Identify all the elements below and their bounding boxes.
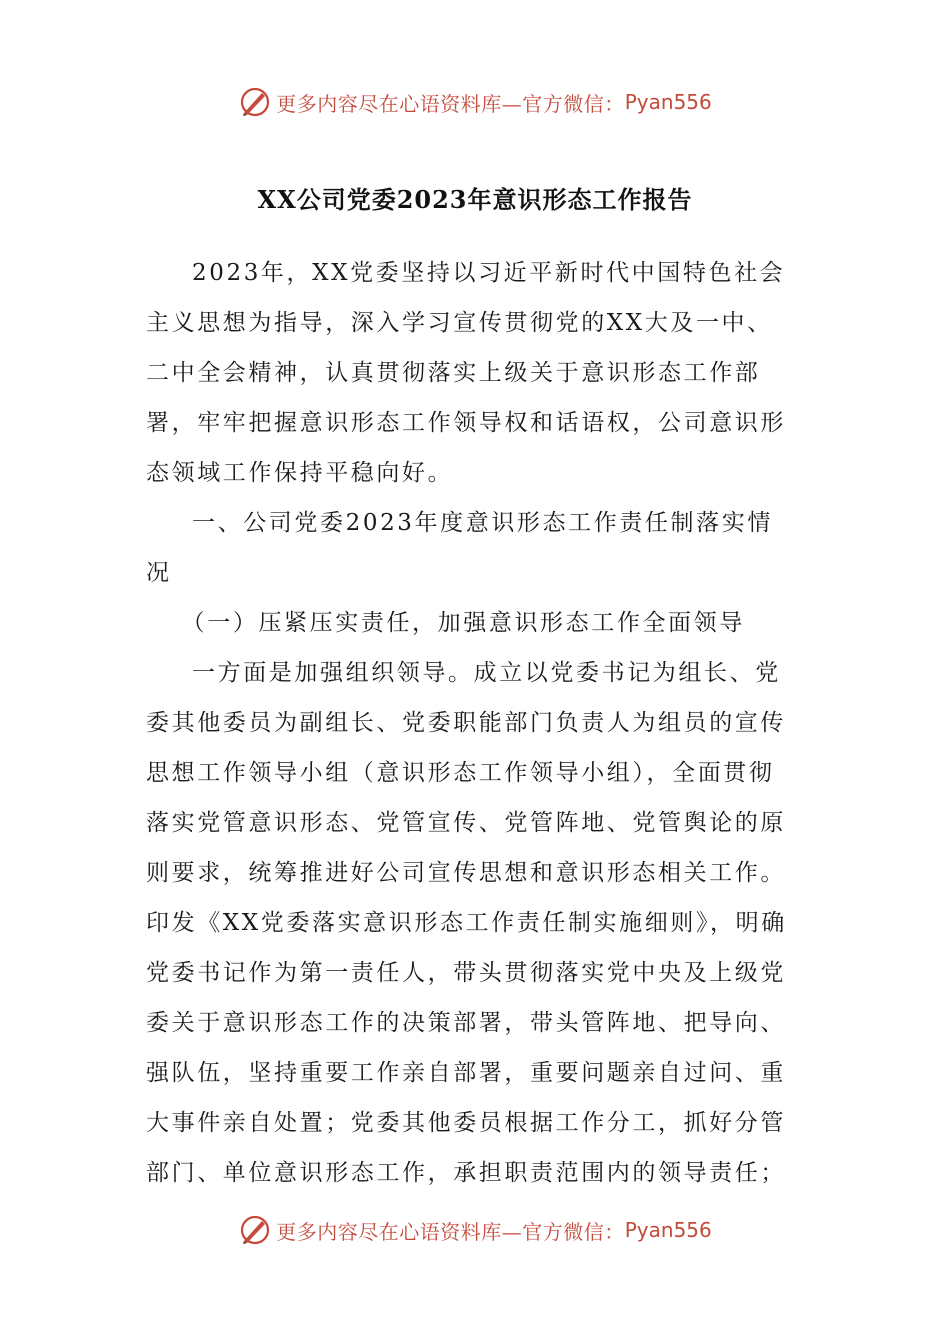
paragraph-intro: 2023年，XX党委坚持以习近平新时代中国特色社会主义思想为指导，深入学习宣传贯彻党的XX大及一中、二中全会精神，认真贯彻落实上级关于意识形态工作部署，牢牢把握意识形态工作领导权和话语权，公司意识形态领域工作保持平稳向好。 — [146, 260, 786, 486]
subsection-heading-1: （一）压紧压实责任，加强意识形态工作全面领导 — [181, 610, 745, 636]
pen-logo-icon — [238, 1213, 272, 1247]
banner-wechat-id: Pyan556 — [624, 90, 712, 114]
paragraph-organization: 一方面是加强组织领导。成立以党委书记为组长、党委其他委员为副组长、党委职能部门负责人为组员的宣传思想工作领导小组（意识形态工作领导小组），全面贯彻落实党管意识形态、党管宣传、党管阵地、党管舆论的原则要求，统筹推进好公司宣传思想和意识形态相关工作。印发《XX党委落实意识形态工作责任制实施细则》，明确党委书记作为第一责任人，带头贯彻落实党中央及上级党委关于意识形态工作的决策部署，带头管阵地、把导向、强队伍，坚持重要工作亲自部署，重要问题亲自过问、重大事件亲自处置；党委其他委员根据工作分工，抓好分管部门、单位意识形态工作，承担职责范围内的领导责任； — [146, 660, 787, 1186]
footer-banner — [0, 1208, 950, 1252]
section-heading-1: 一、公司党委2023年度意识形态工作责任制落实情况 — [146, 510, 773, 586]
banner-text: 更多内容尽在心语资料库—官方微信： — [276, 91, 625, 116]
header-banner — [0, 80, 950, 124]
banner-text: 更多内容尽在心语资料库—官方微信： — [276, 1219, 625, 1244]
banner-wechat-id: Pyan556 — [624, 1218, 712, 1242]
document-title: XX公司党委2023年意识形态工作报告 — [257, 185, 693, 214]
document-body — [146, 248, 796, 1198]
pen-logo-icon — [238, 85, 272, 119]
